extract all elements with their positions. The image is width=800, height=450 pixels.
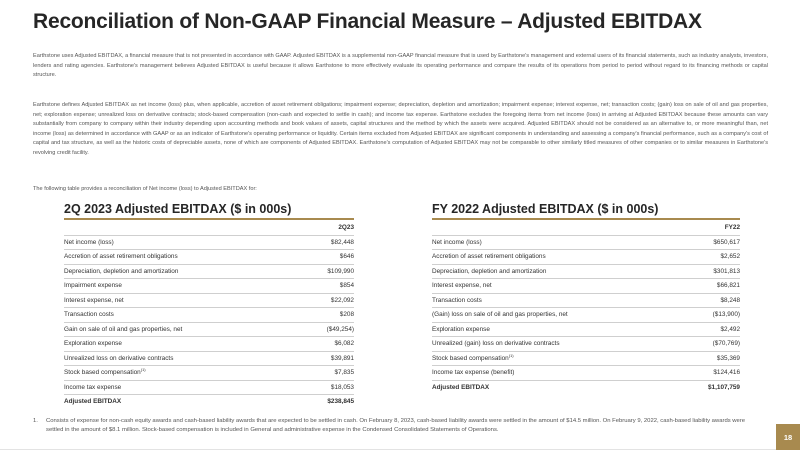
row-label: [64, 279, 300, 294]
table-row: [432, 235, 740, 250]
total-label: Adjusted EBITDAX: [64, 398, 122, 406]
table-header-row: [432, 221, 740, 235]
table-row: [432, 250, 740, 265]
row-label: [432, 264, 681, 279]
table-row: [64, 366, 354, 381]
footnote-marker: (1): [508, 352, 514, 358]
table-row: [432, 293, 740, 308]
row-value: $7,835: [300, 366, 354, 381]
row-label-text: Interest expense, net: [432, 282, 492, 290]
row-value: $124,416: [681, 366, 740, 381]
footnote-marker: (1): [140, 367, 146, 373]
row-label: [64, 337, 300, 352]
table-row: [64, 322, 354, 337]
row-label-text: Interest expense, net: [64, 296, 124, 304]
row-value: $8,248: [681, 293, 740, 308]
row-label-text: Income tax expense: [64, 383, 122, 391]
row-label-text: Net income (loss): [64, 238, 114, 246]
row-value: ($70,769): [681, 337, 740, 352]
table-row: [64, 235, 354, 250]
row-label-text: Exploration expense: [432, 325, 490, 333]
table-row: [64, 337, 354, 352]
right-title-divider: [432, 218, 740, 220]
row-label-text: Unrealized (gain) loss on derivative contracts: [432, 340, 560, 348]
row-value: $854: [300, 279, 354, 294]
row-label: [432, 366, 681, 381]
intro-paragraph: Earthstone uses Adjusted EBITDAX, a financial measure that is not presented in accordance with GAAP. Adjusted EBITDAX is a supplemental non-GAAP financial measure that is used by Earthstone's management and external users of its financial statements, such as industry analysts, investors, lenders and rating agencies. Earthstone's management believes Adjusted EBITDAX is useful because it allows Earthstone to more effectively evaluate its operating performance and compare the results of its operations from period to period without regard to its financing methods or capital structure.: [33, 53, 768, 79]
row-label: [432, 235, 681, 250]
table-row: [64, 308, 354, 323]
row-value: $646: [300, 250, 354, 265]
row-value: $35,369: [681, 351, 740, 366]
table-header-row: [64, 221, 354, 235]
table-row: [432, 279, 740, 294]
row-label: [64, 308, 300, 323]
table-row: [432, 308, 740, 323]
row-value: $39,891: [300, 351, 354, 366]
table-row: [432, 351, 740, 366]
total-value: $238,845: [327, 398, 354, 406]
row-label: [432, 322, 681, 337]
row-label: [64, 293, 300, 308]
table-row: [64, 351, 354, 366]
row-label-text: Gain on sale of oil and gas properties, net: [64, 325, 183, 333]
row-label: [432, 351, 681, 366]
row-label: [432, 293, 681, 308]
total-row: [64, 395, 354, 409]
total-value: $1,107,759: [708, 383, 740, 391]
row-label: [432, 308, 681, 323]
row-label: [64, 264, 300, 279]
row-label-text: Accretion of asset retirement obligations: [64, 253, 178, 261]
row-value: ($49,254): [300, 322, 354, 337]
row-label-text: Stock based compensation: [64, 369, 141, 377]
total-label: Adjusted EBITDAX: [432, 383, 490, 391]
row-value: $2,492: [681, 322, 740, 337]
header-label-cell: [64, 221, 300, 235]
footnote-text: Consists of expense for non-cash equity awards and cash-based liability awards that are expected to be settled in cash. On February 8, 2023, cash-based liability awards were settled in the amount of $14.5 million. On February 9, 2022, cash-based liability awards were settled in the amount of $8.1 million. Stock-based compensation is included in General and administrative expense in the Condensed Consolidated Statements of Operations.: [46, 418, 746, 433]
left-title-divider: [64, 218, 354, 220]
row-value: $109,990: [300, 264, 354, 279]
row-label: [432, 337, 681, 352]
row-label: [64, 380, 300, 395]
row-label: [64, 322, 300, 337]
row-label: [432, 250, 681, 265]
row-label: [64, 351, 300, 366]
row-label-text: Impairment expense: [64, 282, 122, 290]
row-value: $2,652: [681, 250, 740, 265]
table-row: [64, 293, 354, 308]
page-number: 18: [776, 424, 800, 450]
fy-2022-ebitdax-table: [432, 221, 740, 394]
row-label-text: (Gain) loss on sale of oil and gas properties, net: [432, 311, 568, 319]
row-value: $18,053: [300, 380, 354, 395]
q2-2023-ebitdax-table: [64, 221, 354, 409]
total-row: [432, 380, 740, 394]
row-label: [432, 279, 681, 294]
row-value: $6,082: [300, 337, 354, 352]
table-row: [64, 380, 354, 395]
column-header: FY22: [681, 221, 740, 235]
row-label-text: Transaction costs: [64, 311, 114, 319]
row-label-text: Transaction costs: [432, 296, 482, 304]
definition-paragraph: Earthstone defines Adjusted EBITDAX as net income (loss) plus, when applicable, accretion of asset retirement obligations; impairment expense; depreciation, depletion and amortization; impairment expense; interest expense, net; transaction costs; (gain) loss on sale of oil and gas properties, net; exploration expense; unrealized loss on derivative contracts; stock-based compensation (non-cash and expected to settle in cash); and income tax expense. Earthstone excludes the foregoing items from net income (loss) in arriving at Adjusted EBITDAX because these amounts can vary substantially from company to company within their industry depending upon accounting methods and book values of assets, capital structures and the method by which the assets were acquired. Adjusted EBITDAX should not be considered as an alternative to, or more meaningful than, net income (loss) as determined in accordance with GAAP or as an indicator of Earthstone's operating performance or liquidity. Certain items excluded from Adjusted EBITDAX are significant components in understanding and assessing a company's financial performance, such as a company's cost of capital and tax structure, as well as the historic costs of depreciable assets, none of which are components of Adjusted EBITDAX. Earthstone's computation of Adjusted EBITDAX may not be comparable to other similarly titled measures of other companies or to similar measures in Earthstone's revolving credit facility.: [33, 102, 768, 156]
row-label-text: Stock based compensation: [432, 354, 509, 362]
footnote-number: 1.: [33, 418, 38, 424]
table-row: [64, 250, 354, 265]
row-label: [64, 366, 300, 381]
row-label-text: Depreciation, depletion and amortization: [432, 267, 547, 275]
row-value: $22,092: [300, 293, 354, 308]
page-title: Reconciliation of Non-GAAP Financial Measure – Adjusted EBITDAX: [33, 10, 702, 33]
row-value: $82,448: [300, 235, 354, 250]
table-intro-paragraph: The following table provides a reconciliation of Net income (loss) to Adjusted EBITDAX for:: [33, 186, 257, 192]
table-row: [432, 264, 740, 279]
row-label-text: Depreciation, depletion and amortization: [64, 267, 179, 275]
table-row: [432, 322, 740, 337]
row-label: [64, 235, 300, 250]
table-row: [432, 337, 740, 352]
row-label-text: Unrealized loss on derivative contracts: [64, 354, 174, 362]
row-value: $650,617: [681, 235, 740, 250]
row-value: $66,821: [681, 279, 740, 294]
left-table-title: 2Q 2023 Adjusted EBITDAX ($ in 000s): [64, 202, 292, 216]
header-label-cell: [432, 221, 681, 235]
table-row: [432, 366, 740, 381]
row-value: ($13,900): [681, 308, 740, 323]
row-label-text: Accretion of asset retirement obligations: [432, 253, 546, 261]
row-label: [64, 250, 300, 265]
row-label-text: Income tax expense (benefit): [432, 369, 515, 377]
footnote: [33, 417, 763, 435]
row-label-text: Net income (loss): [432, 238, 482, 246]
column-header: 2Q23: [300, 221, 354, 235]
table-row: [64, 279, 354, 294]
row-value: $301,813: [681, 264, 740, 279]
table-row: [64, 264, 354, 279]
row-value: $208: [300, 308, 354, 323]
row-label-text: Exploration expense: [64, 340, 122, 348]
right-table-title: FY 2022 Adjusted EBITDAX ($ in 000s): [432, 202, 659, 216]
